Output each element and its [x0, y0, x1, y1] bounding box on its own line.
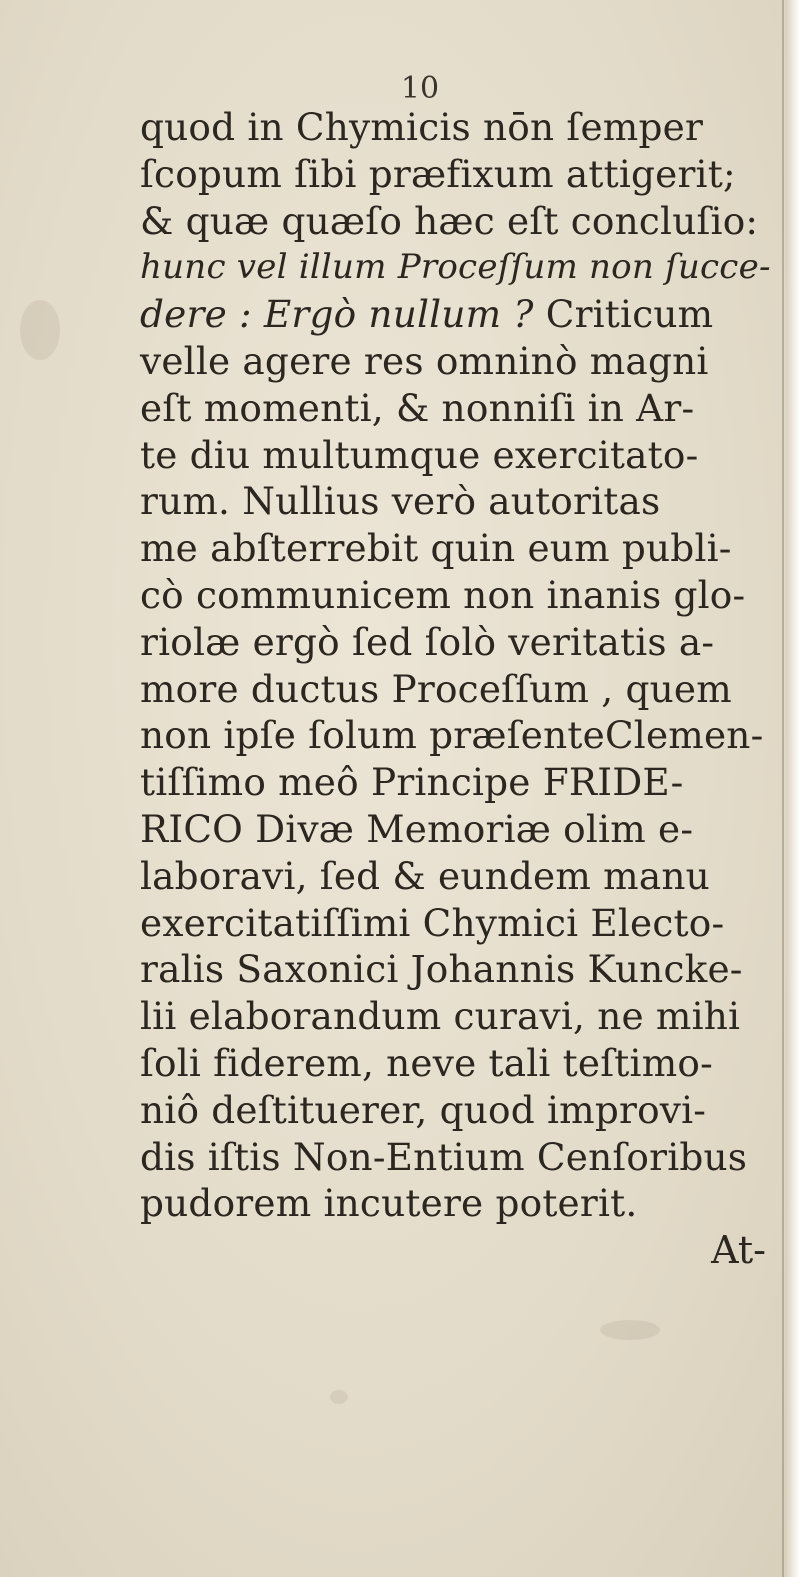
text-line: ſcopum ſibi præfixum attigerit;	[140, 151, 736, 196]
page-edge-shadow	[782, 0, 784, 1577]
text-line: RICO Divæ Memoriæ olim e-	[140, 806, 694, 851]
page-edge	[786, 0, 800, 1577]
text-line: ſoli fiderem, neve tali teſtimo-	[140, 1040, 713, 1085]
text-line: non ipſe ſolum præſenteClemen-	[140, 713, 764, 758]
paper-stain	[600, 1320, 660, 1340]
paper-stain	[20, 300, 60, 360]
text-line: eſt momenti, & nonniſi in Ar-	[140, 385, 695, 430]
catchword: At-	[711, 1228, 766, 1273]
text-line: rum. Nullius verò autoritas	[140, 479, 661, 524]
page-number: 10	[400, 71, 440, 106]
text-line-italic: hunc vel illum Proceſſum non ſucce-	[140, 247, 771, 288]
roman-phrase: Criticum	[533, 292, 714, 337]
text-line: te diu multumque exercitato-	[140, 432, 699, 477]
italic-phrase: dere : Ergò nullum ?	[140, 292, 534, 337]
text-line: ralis Saxonici Johannis Kuncke-	[140, 947, 743, 992]
text-line: me abſterrebit quin eum publi-	[140, 526, 732, 571]
text-line: more ductus Proceſſum , quem	[140, 666, 732, 711]
text-line: quod in Chymicis nōn ſemper	[140, 105, 704, 149]
text-line-mixed	[140, 291, 780, 338]
text-line: niô deſtituerer, quod improvi-	[140, 1087, 707, 1132]
paper-stain	[330, 1390, 348, 1404]
text-line: cò communicem non inanis glo-	[140, 572, 746, 617]
text-line: tiſſimo meô Principe FRIDE-	[140, 760, 684, 805]
text-line: exercitatiſſimi Chymici Electo-	[140, 900, 725, 945]
text-line: dis iſtis Non-Entium Cenſoribus	[140, 1134, 748, 1179]
text-line: velle agere res omninò magni	[140, 338, 709, 383]
text-line: & quæ quæſo hæc eſt concluſio:	[140, 198, 759, 243]
text-line: riolæ ergò ſed ſolò veritatis a-	[140, 619, 715, 664]
text-line: lii elaborandum curavi, ne mihi	[140, 994, 741, 1039]
text-line: laboravi, ſed & eundem manu	[140, 853, 710, 898]
text-line: pudorem incutere poterit.	[140, 1181, 638, 1226]
body-text	[140, 104, 780, 1274]
